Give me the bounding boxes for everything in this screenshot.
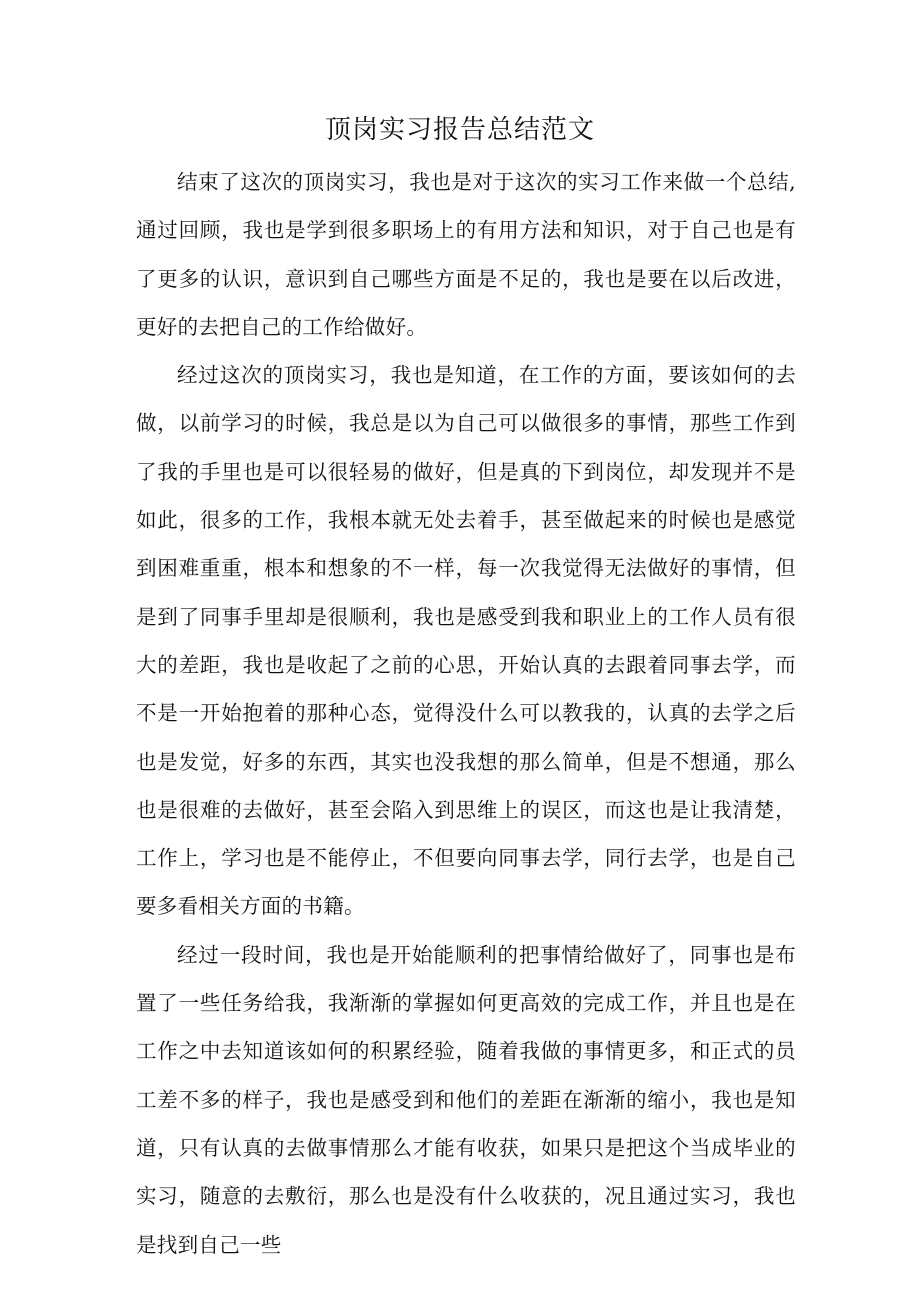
paragraph-3: 经过一段时间，我也是开始能顺利的把事情给做好了，同事也是布置了一些任务给我，我渐渐的掌握如何更高效的完成工作，并且也是在工作之中去知道该如何的积累经验，随着我做的事情更多，和正式的员工差不多的样子，我也是感受到和他们的差距在渐渐的缩小，我也是知道，只有认真的去做事情那么才能有收获，如果只是把这个当成毕业的实习，随意的去敷衍，那么也是没有什么收获的，况且通过实习，我也是找到自己一些 xyxy=(136,942,796,1257)
paragraph-2: 经过这次的顶岗实习，我也是知道，在工作的方面，要该如何的去做，以前学习的时候，我总是以为自己可以做很多的事情，那些工作到了我的手里也是可以很轻易的做好，但是真的下到岗位，却发现并不是如此，很多的工作，我根本就无处去着手，甚至做起来的时候也是感觉到困难重重，根本和想象的不一样，每一次我觉得无法做好的事情，但是到了同事手里却是很顺利，我也是感受到我和职业上的工作人员有很大的差距，我也是收起了之前的心思，开始认真的去跟着同事去学，而不是一开始抱着的那种心态，觉得没什么可以教我的，认真的去学之后也是发觉，好多的东西，其实也没我想的那么简单，但是不想通，那么也是很难的去做好，甚至会陷入到思维上的误区，而这也是让我清楚，工作上，学习也是不能停止，不但要向同事去学，同行去学，也是自己要多看相关方面的书籍。 xyxy=(136,363,796,919)
paragraph-1: 结束了这次的顶岗实习，我也是对于这次的实习工作来做一个总结,通过回顾，我也是学到很多职场上的有用方法和知识，对于自己也是有了更多的认识，意识到自己哪些方面是不足的，我也是要在以后改进，更好的去把自己的工作给做好。 xyxy=(136,170,796,339)
document-title: 顶岗实习报告总结范文 xyxy=(324,115,595,145)
document-body xyxy=(136,158,796,1269)
